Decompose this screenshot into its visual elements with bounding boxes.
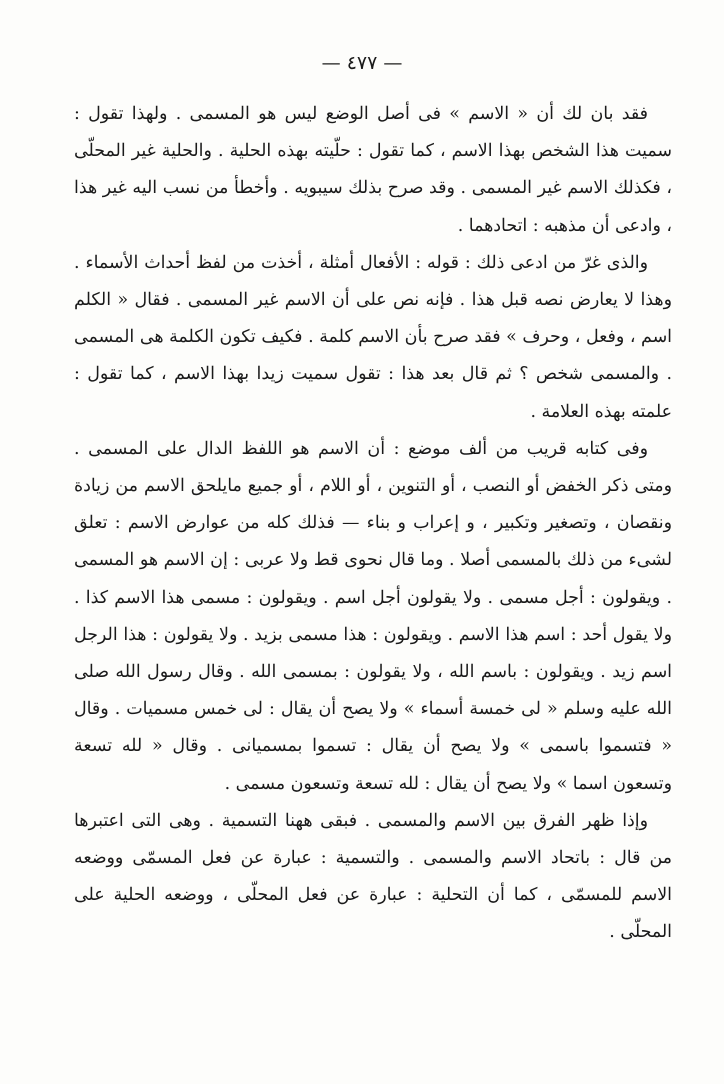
paragraph: وفى كتابه قريب من ألف موضع : أن الاسم هو اللفظ الدال على المسمى . ومتى ذكر الخفض أو النصب ، أو التنوين ، أو اللام ، أو جميع مايلحق الاسم من زيادة ونقصان ، وتصغير وتكبير ، و إعراب و بناء — فذلك كله من عوارض الاسم : تعلق لشىء من ذلك بالمسمى أصلا . وما قال نحوى قط ولا عربى : إن الاسم هو المسمى . ويقولون : أجل مسمى . ولا يقولون أجل اسم . ويقولون : مسمى هذا الاسم كذا . ولا يقول أحد : اسم هذا الاسم . ويقولون : هذا مسمى بزيد . ولا يقولون : هذا الرجل اسم زيد . ويقولون : باسم الله ، ولا يقولون : بمسمى الله . وقال رسول الله صلى الله عليه وسلم « لى خمسة أسماء » ولا يصح أن يقال : لى خمس مسميات . وقال « فتسموا باسمى » ولا يصح أن يقال : تسموا بمسميانى . وقال « لله تسعة وتسعون اسما » ولا يصح أن يقال : لله تسعة وتسعون مسمى . <box>74 438 672 794</box>
paragraph: فقد بان لك أن « الاسم » فى أصل الوضع ليس هو المسمى . ولهذا تقول : سميت هذا الشخص بهذا الاسم ، كما تقول : حلّيته بهذه الحلية . والحلية غير المحلّى ، فكذلك الاسم غير المسمى . وقد صرح بذلك سيبويه . وأخطأ من نسب اليه غير هذا ، وادعى أن مذهبه : اتحادهما . <box>74 104 672 236</box>
paragraph: والذى غرّ من ادعى ذلك : قوله : الأفعال أمثلة ، أخذت من لفظ أحداث الأسماء . وهذا لا يعارض نصه قبل هذا . فإنه نص على أن الاسم غير المسمى . فقال « الكلم اسم ، وفعل ، وحرف » فقد صرح بأن الاسم كلمة . فكيف تكون الكلمة هى المسمى . والمسمى شخص ؟ ثم قال بعد هذا : تقول سميت زيدا بهذا الاسم ، كما تقول : علمته بهذه العلامة . <box>74 252 672 422</box>
paragraph: وإذا ظهر الفرق بين الاسم والمسمى . فبقى ههنا التسمية . وهى التى اعتبرها من قال : باتحاد الاسم والمسمى . والتسمية : عبارة عن فعل المسمّى ووضعه الاسم للمسمّى ، كما أن التحلية : عبارة عن فعل المحلّى ، ووضعه الحلية على المحلّى . <box>74 810 672 943</box>
page-number: — ٤٧٧ — <box>321 52 403 74</box>
body-text <box>74 96 672 952</box>
